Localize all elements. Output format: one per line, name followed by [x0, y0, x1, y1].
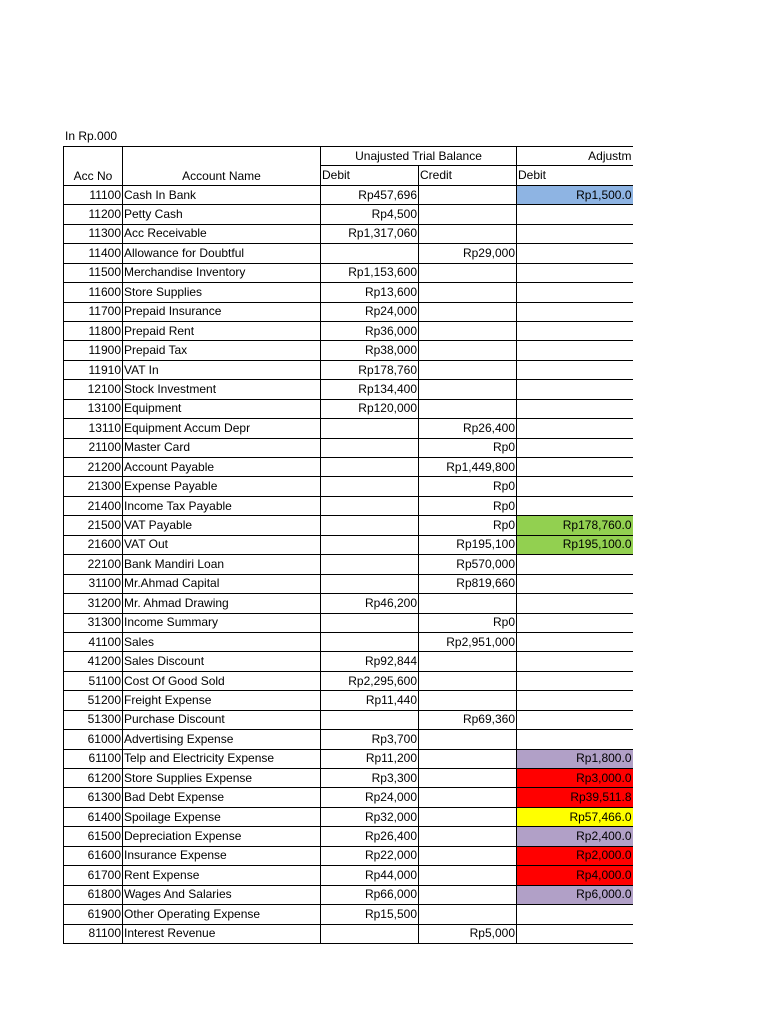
cell-debit[interactable]: Rp3,300 — [321, 769, 419, 788]
cell-credit[interactable] — [419, 788, 517, 807]
table-row — [64, 827, 633, 846]
cell-acc-no[interactable]: 21200 — [64, 458, 123, 477]
cell-credit[interactable] — [419, 321, 517, 340]
cell-debit[interactable]: Rp11,200 — [321, 749, 419, 768]
table-row — [64, 807, 633, 826]
cell-acc-no[interactable]: 21100 — [64, 438, 123, 457]
cell-account-name[interactable]: Acc Receivable — [123, 224, 321, 243]
cell-adjustment-debit[interactable] — [517, 302, 633, 321]
cell-adjustment-debit[interactable] — [517, 671, 633, 690]
cell-account-name[interactable]: Store Supplies — [123, 283, 321, 302]
cell-acc-no[interactable]: 21400 — [64, 496, 123, 515]
header-debit: Debit — [321, 166, 419, 185]
cell-debit[interactable]: Rp1,153,600 — [321, 263, 419, 282]
cell-debit[interactable] — [321, 496, 419, 515]
cell-acc-no[interactable]: 61000 — [64, 730, 123, 749]
table-row — [64, 613, 633, 632]
cell-account-name[interactable]: Petty Cash — [123, 205, 321, 224]
cell-account-name[interactable]: Sales — [123, 632, 321, 651]
cell-adjustment-debit[interactable]: Rp178,760.0 — [517, 516, 633, 535]
cell-adjustment-debit[interactable] — [517, 691, 633, 710]
table-row — [64, 788, 633, 807]
cell-acc-no[interactable]: 21600 — [64, 535, 123, 554]
header-credit: Credit — [419, 166, 517, 185]
cell-credit[interactable] — [419, 652, 517, 671]
cell-credit[interactable] — [419, 866, 517, 885]
cell-account-name[interactable]: Prepaid Insurance — [123, 302, 321, 321]
cell-adjustment-debit[interactable] — [517, 613, 633, 632]
cell-account-name[interactable]: Account Payable — [123, 458, 321, 477]
cell-acc-no[interactable]: 13100 — [64, 399, 123, 418]
cell-account-name[interactable]: Income Tax Payable — [123, 496, 321, 515]
table-row — [64, 710, 633, 729]
cell-debit[interactable]: Rp24,000 — [321, 302, 419, 321]
cell-debit[interactable] — [321, 710, 419, 729]
table-row — [64, 632, 633, 651]
header-adjustment-group: Adjustm — [517, 147, 633, 166]
cell-acc-no[interactable]: 31100 — [64, 574, 123, 593]
cell-debit[interactable]: Rp38,000 — [321, 341, 419, 360]
table-row — [64, 594, 633, 613]
table-row — [64, 730, 633, 749]
cell-credit[interactable] — [419, 885, 517, 904]
cell-acc-no[interactable]: 11800 — [64, 321, 123, 340]
cell-account-name[interactable]: Bad Debt Expense — [123, 788, 321, 807]
cell-adjustment-debit[interactable]: Rp6,000.0 — [517, 885, 633, 904]
table-row — [64, 185, 633, 204]
cell-adjustment-debit[interactable] — [517, 438, 633, 457]
cell-adjustment-debit[interactable] — [517, 652, 633, 671]
table-row — [64, 458, 633, 477]
cell-adjustment-debit[interactable] — [517, 263, 633, 282]
table-row — [64, 380, 633, 399]
cell-adjustment-debit[interactable] — [517, 905, 633, 924]
cell-account-name[interactable]: Telp and Electricity Expense — [123, 749, 321, 768]
table-row — [64, 749, 633, 768]
cell-credit[interactable] — [419, 185, 517, 204]
cell-acc-no[interactable]: 11700 — [64, 302, 123, 321]
cell-adjustment-debit[interactable]: Rp195,100.0 — [517, 535, 633, 554]
cell-debit[interactable]: Rp11,440 — [321, 691, 419, 710]
cell-debit[interactable]: Rp92,844 — [321, 652, 419, 671]
cell-debit[interactable] — [321, 574, 419, 593]
cell-credit[interactable] — [419, 827, 517, 846]
cell-acc-no[interactable]: 51100 — [64, 671, 123, 690]
cell-adjustment-debit[interactable] — [517, 283, 633, 302]
cell-acc-no[interactable]: 13110 — [64, 419, 123, 438]
cell-adjustment-debit[interactable] — [517, 458, 633, 477]
cell-debit[interactable] — [321, 924, 419, 943]
cell-adjustment-debit[interactable] — [517, 730, 633, 749]
cell-account-name[interactable]: Prepaid Rent — [123, 321, 321, 340]
table-row — [64, 769, 633, 788]
table-row — [64, 905, 633, 924]
header-adjustment-debit: Debit — [517, 166, 633, 185]
cell-adjustment-debit[interactable]: Rp57,466.0 — [517, 807, 633, 826]
cell-credit[interactable]: Rp0 — [419, 613, 517, 632]
cell-account-name[interactable]: Advertising Expense — [123, 730, 321, 749]
table-row — [64, 438, 633, 457]
cell-adjustment-debit[interactable] — [517, 419, 633, 438]
cell-account-name[interactable]: VAT Out — [123, 535, 321, 554]
cell-acc-no[interactable]: 61700 — [64, 866, 123, 885]
cell-account-name[interactable]: Insurance Expense — [123, 846, 321, 865]
cell-account-name[interactable]: Master Card — [123, 438, 321, 457]
cell-debit[interactable]: Rp120,000 — [321, 399, 419, 418]
cell-account-name[interactable]: Expense Payable — [123, 477, 321, 496]
table-row — [64, 671, 633, 690]
table-row — [64, 924, 633, 943]
table-row — [64, 652, 633, 671]
cell-credit[interactable]: Rp0 — [419, 496, 517, 515]
cell-adjustment-debit[interactable]: Rp2,000.0 — [517, 846, 633, 865]
cell-account-name[interactable]: Sales Discount — [123, 652, 321, 671]
cell-credit[interactable]: Rp1,449,800 — [419, 458, 517, 477]
cell-credit[interactable]: Rp0 — [419, 438, 517, 457]
table-row — [64, 885, 633, 904]
cell-debit[interactable]: Rp44,000 — [321, 866, 419, 885]
cell-adjustment-debit[interactable] — [517, 477, 633, 496]
cell-adjustment-debit[interactable] — [517, 594, 633, 613]
cell-credit[interactable] — [419, 224, 517, 243]
cell-debit[interactable] — [321, 555, 419, 574]
cell-account-name[interactable]: Freight Expense — [123, 691, 321, 710]
table-row — [64, 244, 633, 263]
header-trial-balance-group: Unajusted Trial Balance — [321, 147, 517, 166]
cell-account-name[interactable]: Interest Revenue — [123, 924, 321, 943]
cell-acc-no[interactable]: 61900 — [64, 905, 123, 924]
cell-adjustment-debit[interactable] — [517, 244, 633, 263]
cell-acc-no[interactable]: 21300 — [64, 477, 123, 496]
cell-acc-no[interactable]: 61800 — [64, 885, 123, 904]
cell-credit[interactable]: Rp69,360 — [419, 710, 517, 729]
table-row — [64, 263, 633, 282]
header-acc-no: Acc No — [64, 166, 123, 185]
cell-acc-no[interactable]: 11900 — [64, 341, 123, 360]
cell-account-name[interactable]: Cash In Bank — [123, 185, 321, 204]
cell-debit[interactable]: Rp32,000 — [321, 807, 419, 826]
cell-adjustment-debit[interactable] — [517, 632, 633, 651]
cell-debit[interactable]: Rp178,760 — [321, 360, 419, 379]
table-row — [64, 574, 633, 593]
cell-credit[interactable] — [419, 691, 517, 710]
cell-acc-no[interactable]: 11910 — [64, 360, 123, 379]
cell-acc-no[interactable]: 11500 — [64, 263, 123, 282]
cell-credit[interactable] — [419, 749, 517, 768]
cell-debit[interactable] — [321, 613, 419, 632]
cell-account-name[interactable]: VAT Payable — [123, 516, 321, 535]
cell-credit[interactable]: Rp5,000 — [419, 924, 517, 943]
table-row — [64, 496, 633, 515]
cell-credit[interactable] — [419, 380, 517, 399]
cell-account-name[interactable]: Mr. Ahmad Drawing — [123, 594, 321, 613]
cell-credit[interactable]: Rp2,951,000 — [419, 632, 517, 651]
table-row — [64, 866, 633, 885]
table-row — [64, 283, 633, 302]
cell-acc-no[interactable]: 11300 — [64, 224, 123, 243]
cell-account-name[interactable]: Mr.Ahmad Capital — [123, 574, 321, 593]
cell-acc-no[interactable]: 12100 — [64, 380, 123, 399]
cell-credit[interactable]: Rp0 — [419, 477, 517, 496]
cell-acc-no[interactable]: 61500 — [64, 827, 123, 846]
cell-acc-no[interactable]: 81100 — [64, 924, 123, 943]
cell-acc-no[interactable]: 61600 — [64, 846, 123, 865]
cell-account-name[interactable]: Depreciation Expense — [123, 827, 321, 846]
cell-credit[interactable] — [419, 302, 517, 321]
cell-adjustment-debit[interactable] — [517, 380, 633, 399]
cell-debit[interactable]: Rp66,000 — [321, 885, 419, 904]
cell-debit[interactable]: Rp24,000 — [321, 788, 419, 807]
cell-account-name[interactable]: Equipment Accum Depr — [123, 419, 321, 438]
cell-adjustment-debit[interactable]: Rp4,000.0 — [517, 866, 633, 885]
cell-adjustment-debit[interactable] — [517, 555, 633, 574]
cell-adjustment-debit[interactable] — [517, 321, 633, 340]
cell-acc-no[interactable]: 61400 — [64, 807, 123, 826]
table-row — [64, 321, 633, 340]
cell-account-name[interactable]: Rent Expense — [123, 866, 321, 885]
cell-account-name[interactable]: Wages And Salaries — [123, 885, 321, 904]
unit-label: In Rp.000 — [65, 129, 118, 143]
cell-debit[interactable] — [321, 477, 419, 496]
table-row — [64, 224, 633, 243]
cell-account-name[interactable]: Store Supplies Expense — [123, 769, 321, 788]
cell-adjustment-debit[interactable] — [517, 341, 633, 360]
cell-account-name[interactable]: Spoilage Expense — [123, 807, 321, 826]
cell-credit[interactable] — [419, 807, 517, 826]
cell-account-name[interactable]: Other Operating Expense — [123, 905, 321, 924]
cell-debit[interactable] — [321, 516, 419, 535]
cell-adjustment-debit[interactable] — [517, 360, 633, 379]
cell-acc-no[interactable]: 21500 — [64, 516, 123, 535]
header-account-name-top — [123, 147, 321, 166]
cell-credit[interactable]: Rp570,000 — [419, 555, 517, 574]
cell-debit[interactable]: Rp2,295,600 — [321, 671, 419, 690]
table-row — [64, 535, 633, 554]
cell-acc-no[interactable]: 11600 — [64, 283, 123, 302]
cell-adjustment-debit[interactable]: Rp39,511.8 — [517, 788, 633, 807]
cell-adjustment-debit[interactable] — [517, 924, 633, 943]
cell-credit[interactable] — [419, 283, 517, 302]
table-row — [64, 516, 633, 535]
cell-acc-no[interactable]: 31200 — [64, 594, 123, 613]
cell-adjustment-debit[interactable]: Rp2,400.0 — [517, 827, 633, 846]
cell-adjustment-debit[interactable] — [517, 574, 633, 593]
cell-acc-no[interactable]: 31300 — [64, 613, 123, 632]
cell-debit[interactable] — [321, 244, 419, 263]
cell-credit[interactable] — [419, 671, 517, 690]
cell-acc-no[interactable]: 61300 — [64, 788, 123, 807]
cell-credit[interactable] — [419, 594, 517, 613]
cell-debit[interactable]: Rp36,000 — [321, 321, 419, 340]
cell-account-name[interactable]: Allowance for Doubtful — [123, 244, 321, 263]
cell-account-name[interactable]: Income Summary — [123, 613, 321, 632]
cell-adjustment-debit[interactable] — [517, 399, 633, 418]
cell-account-name[interactable]: Equipment — [123, 399, 321, 418]
cell-debit[interactable]: Rp22,000 — [321, 846, 419, 865]
cell-debit[interactable]: Rp15,500 — [321, 905, 419, 924]
table-row — [64, 477, 633, 496]
table-body — [64, 185, 633, 943]
table-row — [64, 555, 633, 574]
cell-adjustment-debit[interactable] — [517, 496, 633, 515]
cell-acc-no[interactable]: 51200 — [64, 691, 123, 710]
cell-account-name[interactable]: VAT In — [123, 360, 321, 379]
cell-acc-no[interactable]: 22100 — [64, 555, 123, 574]
cell-account-name[interactable]: Stock Investment — [123, 380, 321, 399]
cell-debit[interactable] — [321, 632, 419, 651]
cell-credit[interactable]: Rp195,100 — [419, 535, 517, 554]
cell-acc-no[interactable]: 51300 — [64, 710, 123, 729]
cell-adjustment-debit[interactable]: Rp1,500.0 — [517, 185, 633, 204]
cell-acc-no[interactable]: 11200 — [64, 205, 123, 224]
cell-debit[interactable] — [321, 438, 419, 457]
cell-acc-no[interactable]: 11100 — [64, 185, 123, 204]
cell-debit[interactable] — [321, 419, 419, 438]
cell-credit[interactable]: Rp819,660 — [419, 574, 517, 593]
cell-debit[interactable]: Rp1,317,060 — [321, 224, 419, 243]
cell-credit[interactable] — [419, 846, 517, 865]
cell-adjustment-debit[interactable] — [517, 224, 633, 243]
cell-acc-no[interactable]: 61200 — [64, 769, 123, 788]
cell-adjustment-debit[interactable] — [517, 710, 633, 729]
header-acc-no-top — [64, 147, 123, 166]
cell-credit[interactable] — [419, 341, 517, 360]
cell-account-name[interactable]: Prepaid Tax — [123, 341, 321, 360]
cell-debit[interactable]: Rp13,600 — [321, 283, 419, 302]
cell-credit[interactable]: Rp29,000 — [419, 244, 517, 263]
cell-adjustment-debit[interactable]: Rp3,000.0 — [517, 769, 633, 788]
cell-credit[interactable] — [419, 730, 517, 749]
cell-acc-no[interactable]: 61100 — [64, 749, 123, 768]
table-row — [64, 419, 633, 438]
cell-acc-no[interactable]: 11400 — [64, 244, 123, 263]
table-row — [64, 691, 633, 710]
table-row — [64, 205, 633, 224]
table-row — [64, 399, 633, 418]
cell-credit[interactable] — [419, 905, 517, 924]
cell-credit[interactable]: Rp0 — [419, 516, 517, 535]
cell-credit[interactable] — [419, 769, 517, 788]
cell-credit[interactable]: Rp26,400 — [419, 419, 517, 438]
cell-account-name[interactable]: Bank Mandiri Loan — [123, 555, 321, 574]
cell-debit[interactable]: Rp4,500 — [321, 205, 419, 224]
table-row — [64, 341, 633, 360]
header-account-name: Account Name — [123, 166, 321, 185]
cell-credit[interactable] — [419, 399, 517, 418]
cell-account-name[interactable]: Cost Of Good Sold — [123, 671, 321, 690]
cell-adjustment-debit[interactable]: Rp1,800.0 — [517, 749, 633, 768]
cell-debit[interactable] — [321, 458, 419, 477]
table-row — [64, 360, 633, 379]
cell-account-name[interactable]: Merchandise Inventory — [123, 263, 321, 282]
cell-adjustment-debit[interactable] — [517, 205, 633, 224]
cell-credit[interactable] — [419, 205, 517, 224]
cell-debit[interactable]: Rp26,400 — [321, 827, 419, 846]
cell-debit[interactable]: Rp134,400 — [321, 380, 419, 399]
table-row — [64, 846, 633, 865]
cell-debit[interactable]: Rp46,200 — [321, 594, 419, 613]
cell-acc-no[interactable]: 41200 — [64, 652, 123, 671]
cell-debit[interactable]: Rp3,700 — [321, 730, 419, 749]
cell-credit[interactable] — [419, 360, 517, 379]
table-row — [64, 302, 633, 321]
cell-debit[interactable]: Rp457,696 — [321, 185, 419, 204]
cell-debit[interactable] — [321, 535, 419, 554]
cell-account-name[interactable]: Purchase Discount — [123, 710, 321, 729]
cell-credit[interactable] — [419, 263, 517, 282]
cell-acc-no[interactable]: 41100 — [64, 632, 123, 651]
trial-balance-table — [63, 146, 633, 944]
